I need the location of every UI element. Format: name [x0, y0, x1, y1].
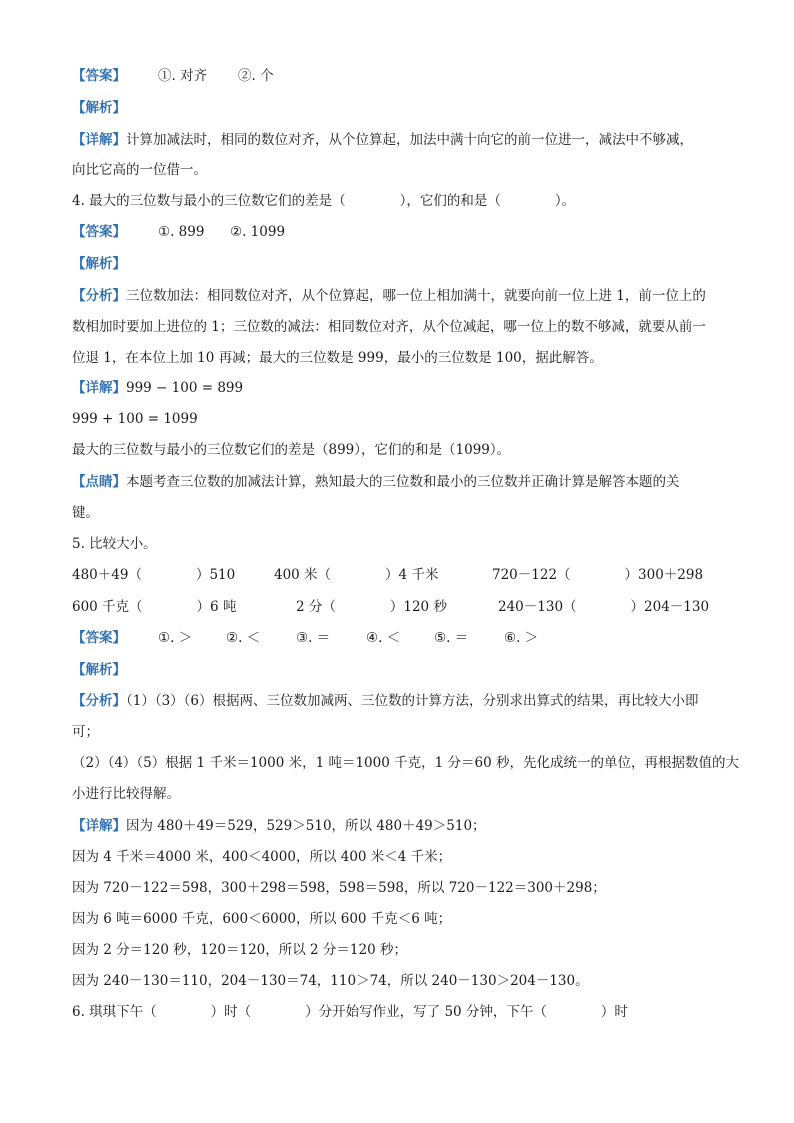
q5-answer-row	[72, 628, 722, 648]
answer-item: ③. ＝	[296, 630, 331, 646]
q4-detail-eq: 999 + 100 = 1099	[72, 411, 198, 427]
answer-item: ①. ＞	[158, 630, 193, 646]
analysis-sub-tag: 【分析】	[72, 288, 126, 304]
q4-conclusion: 最大的三位数与最小的三位数它们的差是（899），它们的和是（1099）。	[72, 442, 511, 458]
comparison-item: 720－122（ ）300＋298	[492, 567, 704, 583]
q5-analysis-line: 【分析】（1）（3）（6）根据两、三位数加减两、三位数的计算方法，分别求出算式的结果，再比较大小即	[72, 693, 699, 709]
q5-analysis-line: 可；	[72, 724, 99, 740]
comparison-item: 2 分（ ）120 秒	[296, 599, 447, 615]
q5-row	[72, 597, 722, 617]
q5-detail-line: 因为 720－122＝598，300＋298＝598，598＝598，所以 720－122＝300＋298；	[72, 880, 606, 896]
q4-comment-line: 键。	[72, 505, 99, 521]
q4-comment-line: 【点睛】本题考查三位数的加减法计算，熟知最大的三位数和最小的三位数并正确计算是解答本题的关	[72, 474, 680, 490]
answer-item: ④. ＜	[366, 630, 401, 646]
q4-analysis-line: 位退 1，在本位上加 10 再减；最大的三位数是 999，最小的三位数是 100，据此解答。	[72, 350, 603, 366]
comment-tag: 【点睛】	[72, 474, 126, 490]
answer-item: ⑤. ＝	[434, 630, 469, 646]
q4-analysis-line: 数相加时要加上进位的 1；三位数的减法：相同数位对齐，从个位减起，哪一位上的数不够减，就要从前一	[72, 319, 706, 335]
q5-analysis-line: 小进行比较得解。	[72, 786, 180, 802]
detail-tag: 【详解】	[72, 380, 126, 396]
comparison-item: 480＋49（ ）510	[72, 567, 236, 583]
q4-analysis-line: 【分析】三位数加法：相同数位对齐，从个位算起，哪一位上相加满十，就要向前一位上进 1，前一位上的	[72, 288, 706, 304]
q3-answer-row	[72, 66, 274, 86]
q4-question: 4. 最大的三位数与最小的三位数它们的差是（ ），它们的和是（ ）。	[72, 193, 576, 209]
detail-tag: 【详解】	[72, 132, 126, 148]
q5-detail-line: 因为 240－130＝110，204－130＝74，110＞74，所以 240－130＞204－130。	[72, 973, 589, 989]
answer-item: ②. 个	[238, 68, 274, 84]
q5-detail-line: 因为 4 千米＝4000 米，400＜4000，所以 400 米＜4 千米；	[72, 849, 452, 865]
comparison-item: 400 米（ ）4 千米	[274, 567, 439, 583]
q5-question: 5. 比较大小。	[72, 536, 157, 552]
answer-tag: 【答案】	[72, 224, 126, 240]
q6-question: 6. 琪琪下午（ ）时（ ）分开始写作业，写了 50 分钟，下午（ ）时	[72, 1004, 628, 1020]
comparison-item: 240－130（ ）204－130	[498, 599, 710, 615]
answer-item: ⑥. ＞	[504, 630, 539, 646]
q5-row	[72, 565, 722, 585]
comparison-item: 600 千克（ ）6 吨	[72, 599, 237, 615]
answer-item: ②. ＜	[226, 630, 261, 646]
answer-item: ①. 对齐	[158, 68, 208, 84]
answer-tag: 【答案】	[72, 68, 126, 84]
answer-item: ②. 1099	[230, 224, 286, 240]
q4-detail-line: 【详解】999 − 100 = 899	[72, 380, 244, 396]
q4-analysis-tag: 【解析】	[72, 256, 126, 272]
q3-detail-line: 向比它高的一位借一。	[72, 162, 207, 178]
q5-detail-line: 【详解】因为 480＋49＝529，529＞510，所以 480＋49＞510；	[72, 818, 486, 834]
q5-analysis-line: （2）（4）（5）根据 1 千米＝1000 米，1 吨＝1000 千克，1 分＝60 秒，先化成统一的单位，再根据数值的大	[72, 755, 739, 771]
q5-analysis-tag: 【解析】	[72, 662, 126, 678]
q5-detail-line: 因为 6 吨＝6000 千克，600＜6000，所以 600 千克＜6 吨；	[72, 911, 452, 927]
answer-item: ①. 899	[158, 224, 205, 240]
q4-answer-row	[72, 222, 286, 242]
analysis-sub-tag: 【分析】	[72, 693, 126, 709]
detail-tag: 【详解】	[72, 818, 126, 834]
q3-detail-line: 【详解】计算加减法时，相同的数位对齐，从个位算起，加法中满十向它的前一位进一，减法中不够减，	[72, 132, 693, 148]
q5-detail-line: 因为 2 分＝120 秒，120＝120，所以 2 分＝120 秒；	[72, 942, 407, 958]
q3-analysis-tag: 【解析】	[72, 100, 126, 116]
answer-tag: 【答案】	[72, 630, 126, 646]
